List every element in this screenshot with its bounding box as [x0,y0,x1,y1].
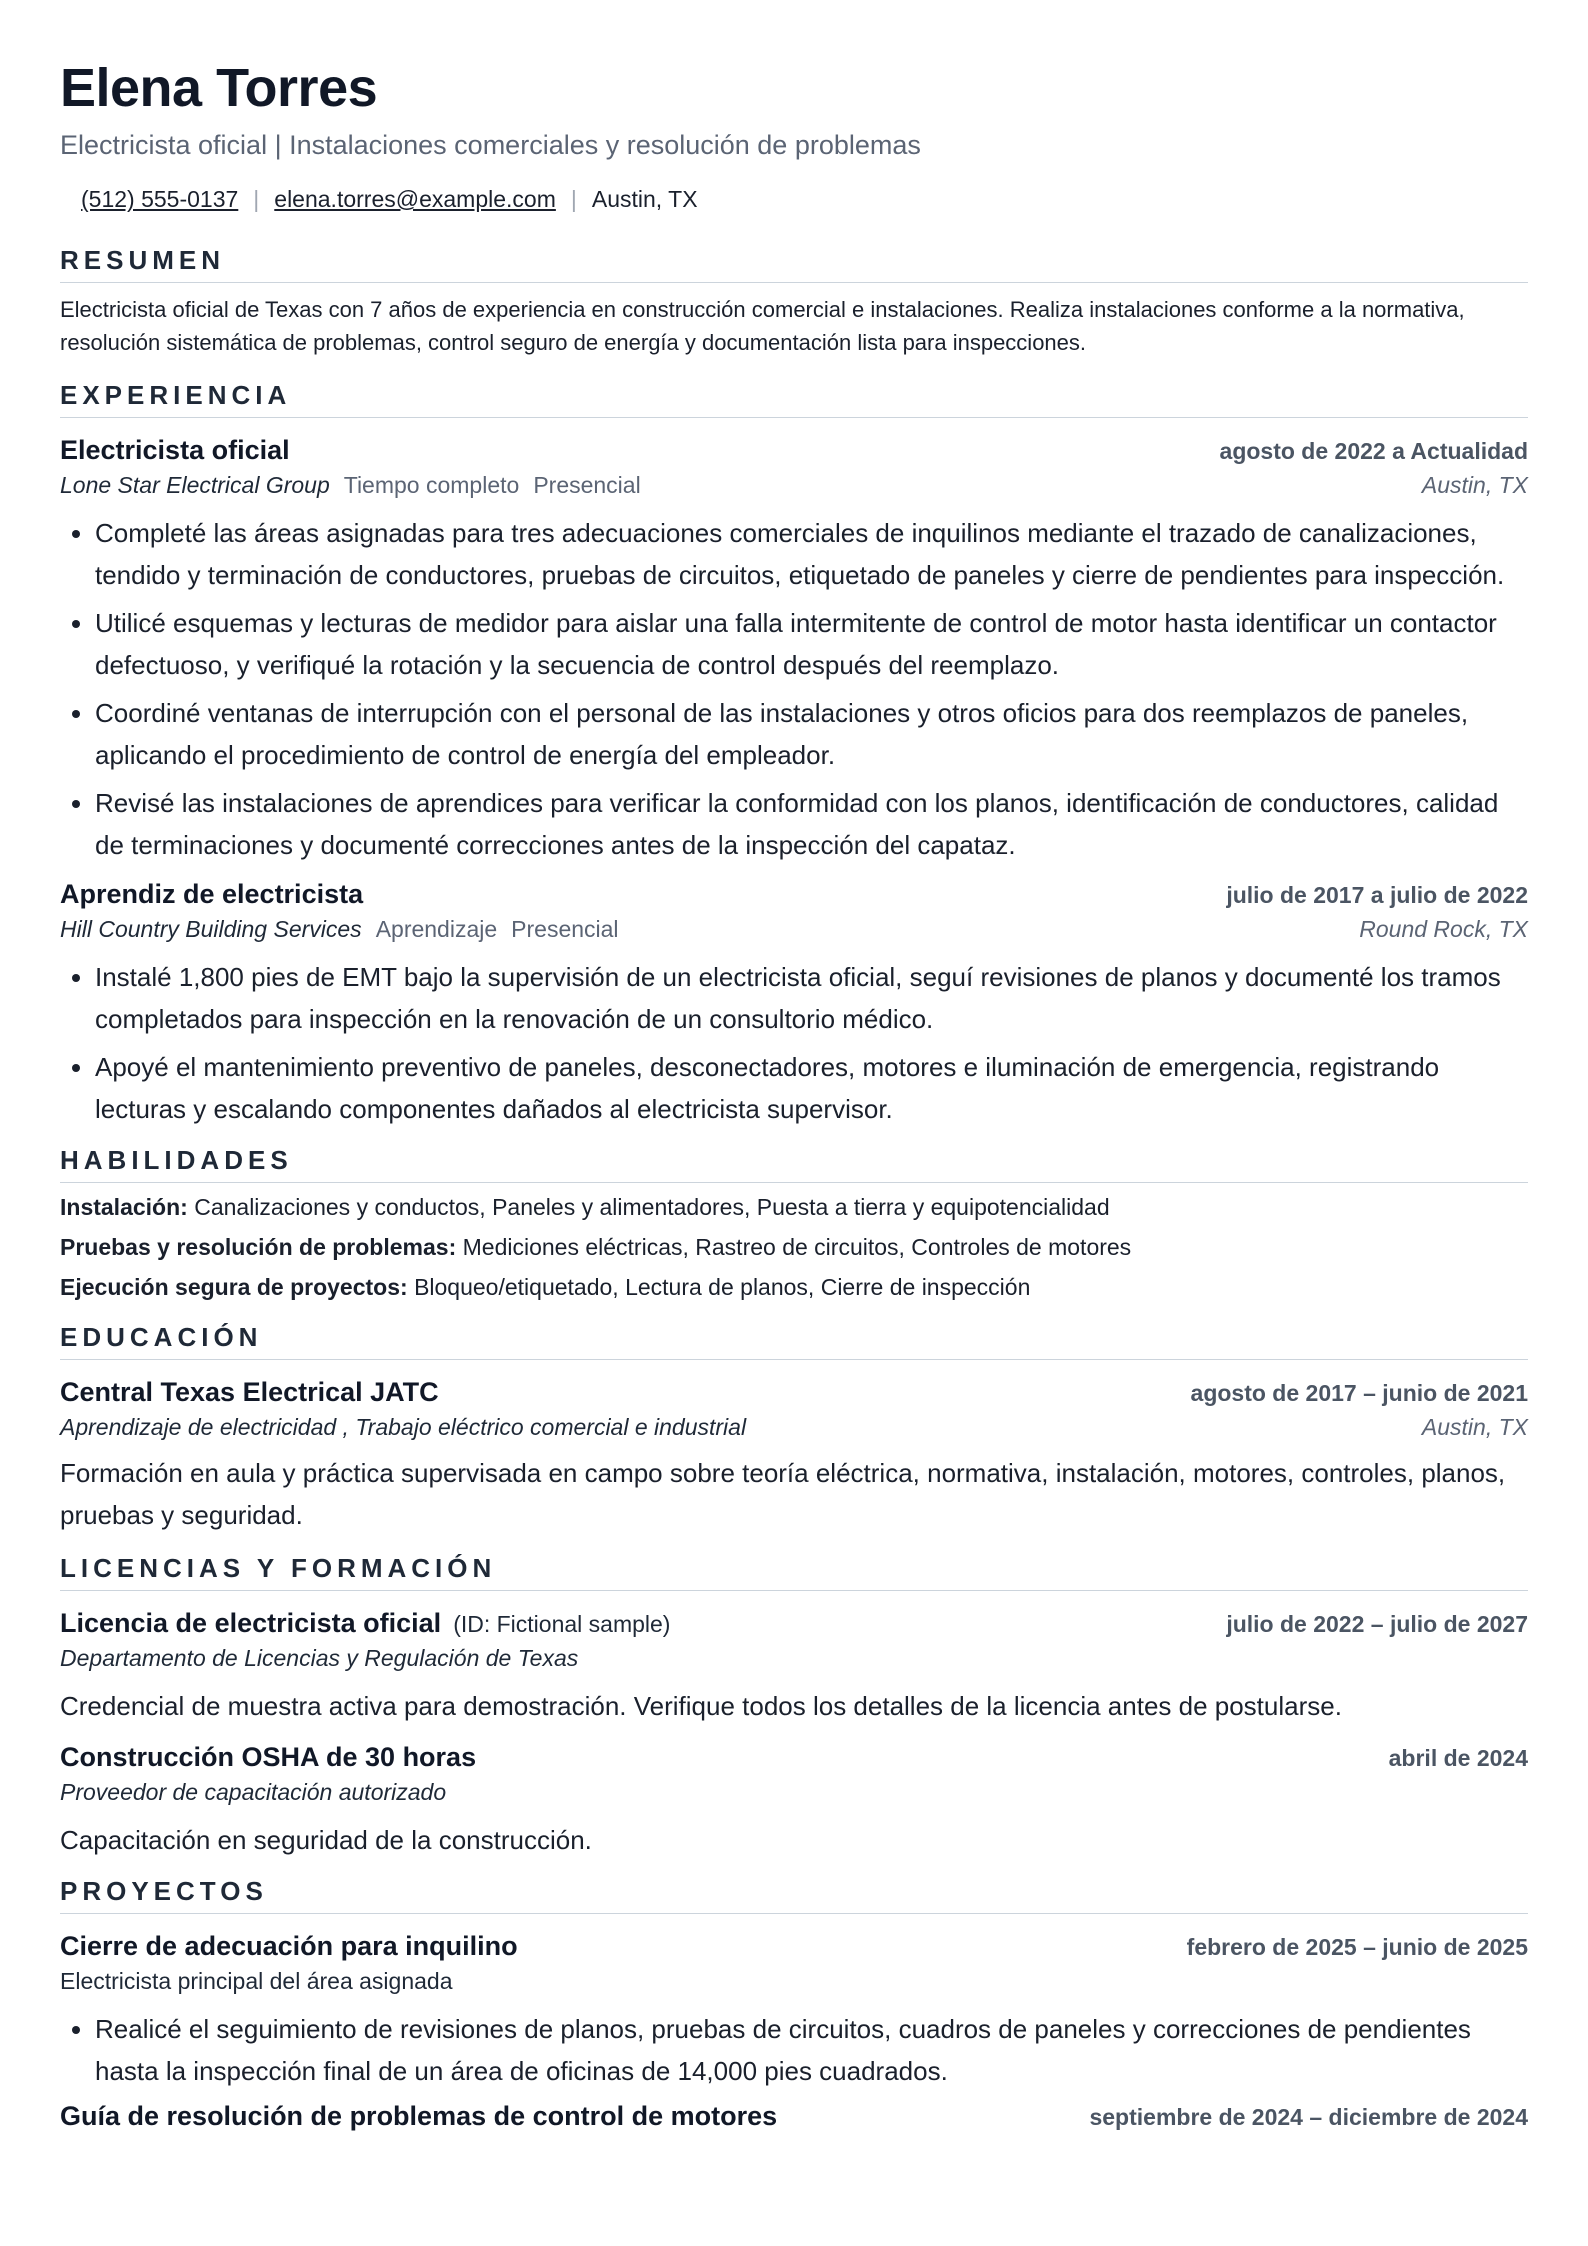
skill-group [60,1227,1528,1267]
skill-group-items: Canalizaciones y conductos, Paneles y alimentadores, Puesta a tierra y equipotencialidad [194,1194,1110,1220]
phone-link[interactable]: (512) 555-0137 [81,186,239,212]
education-dates: agosto de 2017 – junio de 2021 [1190,1380,1528,1406]
skill-group-label: Pruebas y resolución de problemas: [60,1234,457,1260]
resume-page [60,56,1528,2134]
contact-separator: | [570,186,577,212]
contact-separator: | [253,186,260,212]
section-title-skills: HABILIDADES [60,1144,1528,1183]
section-title-experience: EXPERIENCIA [60,379,1528,418]
experience-section [60,379,1528,1130]
section-title-summary: RESUMEN [60,244,1528,283]
job-dates: agosto de 2022 a Actualidad [1219,438,1528,464]
license-name: Construcción OSHA de 30 horas [60,1742,477,1772]
section-title-projects: PROYECTOS [60,1875,1528,1914]
email-link[interactable]: elena.torres@example.com [274,186,556,212]
education-entry [60,1374,1528,1536]
education-section [60,1321,1528,1536]
licenses-section [60,1552,1528,1861]
project-role: Electricista principal del área asignada [60,1968,453,1994]
job-title: Electricista oficial [60,435,290,465]
job-location: Austin, TX [1421,472,1528,498]
work-mode: Presencial [533,472,641,498]
project-name: Guía de resolución de problemas de control de motores [60,2101,778,2131]
education-location: Austin, TX [1421,1414,1528,1440]
license-issuer: Proveedor de capacitación autorizado [60,1779,447,1805]
skills-section [60,1144,1528,1307]
list-item: • Instalé 1,800 pies de EMT bajo la supervisión de un electricista oficial, seguí revisiones de planos y documenté los tramos completados para inspección en la renovación de un consultorio médico. [95,956,1528,1040]
candidate-name: Elena Torres [60,58,378,118]
license-name: Licencia de electricista oficial [60,1608,442,1638]
job-bullets [60,956,1528,1130]
project-bullets [60,2008,1528,2092]
job-location: Round Rock, TX [1359,916,1528,942]
experience-entry [60,876,1528,1130]
list-item: • Utilicé esquemas y lecturas de medidor para aislar una falla intermitente de control de motor hasta identificar un contactor defectuoso, y verifiqué la rotación y la secuencia de control después del reemplazo. [95,602,1528,686]
license-id: (ID: Fictional sample) [453,1611,671,1637]
license-issuer: Departamento de Licencias y Regulación de Texas [60,1645,579,1671]
section-title-licenses: LICENCIAS Y FORMACIÓN [60,1552,1528,1591]
project-entry [60,1928,1528,2092]
resume-header [60,56,1528,214]
project-dates: febrero de 2025 – junio de 2025 [1186,1934,1528,1960]
list-item: • Realicé el seguimiento de revisiones de planos, pruebas de circuitos, cuadros de paneles y correcciones de pendientes hasta la inspección final de un área de oficinas de 14,000 pies cuadrados. [95,2008,1528,2092]
job-dates: julio de 2017 a julio de 2022 [1226,882,1528,908]
license-dates: abril de 2024 [1388,1745,1528,1771]
skill-group-items: Bloqueo/etiquetado, Lectura de planos, Cierre de inspección [414,1274,1031,1300]
work-mode: Presencial [511,916,619,942]
experience-entry [60,432,1528,866]
license-description: Capacitación en seguridad de la construcción. [60,1825,592,1855]
education-description: Formación en aula y práctica supervisada en campo sobre teoría eléctrica, normativa, instalación, motores, controles, planos, pruebas y seguridad. [60,1458,1506,1530]
list-item: • Coordiné ventanas de interrupción con el personal de las instalaciones y otros oficios para dos reemplazos de paneles, aplicando el procedimiento de control de energía del empleador. [95,692,1528,776]
license-entry [60,1739,1528,1861]
license-dates: julio de 2022 – julio de 2027 [1226,1611,1528,1637]
skill-group-items: Mediciones eléctricas, Rastreo de circuitos, Controles de motores [462,1234,1132,1260]
employment-type: Aprendizaje [375,916,498,942]
projects-section [60,1875,1528,2134]
contact-line [60,184,1528,214]
school-name: Central Texas Electrical JATC [60,1377,439,1407]
summary-section [60,244,1528,359]
job-bullets [60,512,1528,866]
skill-group [60,1187,1528,1227]
section-title-education: EDUCACIÓN [60,1321,1528,1360]
candidate-headline: Electricista oficial | Instalaciones comerciales y resolución de problemas [60,130,921,160]
company-name: Hill Country Building Services [60,916,362,942]
project-name: Cierre de adecuación para inquilino [60,1931,518,1961]
skill-group-label: Instalación: [60,1194,188,1220]
skill-group [60,1267,1528,1307]
job-title: Aprendiz de electricista [60,879,364,909]
employment-type: Tiempo completo [343,472,520,498]
contact-location: Austin, TX [591,186,698,212]
company-name: Lone Star Electrical Group [60,472,330,498]
list-item: • Apoyé el mantenimiento preventivo de paneles, desconectadores, motores e iluminación de emergencia, registrando lecturas y escalando componentes dañados al electricista supervisor. [95,1046,1528,1130]
license-description: Credencial de muestra activa para demostración. Verifique todos los detalles de la licencia antes de postularse. [60,1691,1342,1721]
skill-group-label: Ejecución segura de proyectos: [60,1274,408,1300]
project-entry [60,2098,1528,2134]
summary-text: Electricista oficial de Texas con 7 años de experiencia en construcción comercial e instalaciones. Realiza instalaciones conforme a la normativa, resolución sistemática de problemas, control seguro de energía y documentación lista para inspecciones. [60,297,1465,355]
list-item: • Revisé las instalaciones de aprendices para verificar la conformidad con los planos, identificación de conductores, calidad de terminaciones y documenté correcciones antes de la inspección del capataz. [95,782,1528,866]
education-program: Aprendizaje de electricidad , Trabajo eléctrico comercial e industrial [60,1414,747,1440]
list-item: • Completé las áreas asignadas para tres adecuaciones comerciales de inquilinos mediante el trazado de canalizaciones, tendido y terminación de conductores, pruebas de circuitos, etiquetado de paneles y cierre de pendientes para inspección. [95,512,1528,596]
project-dates: septiembre de 2024 – diciembre de 2024 [1089,2104,1528,2130]
license-entry [60,1605,1528,1727]
